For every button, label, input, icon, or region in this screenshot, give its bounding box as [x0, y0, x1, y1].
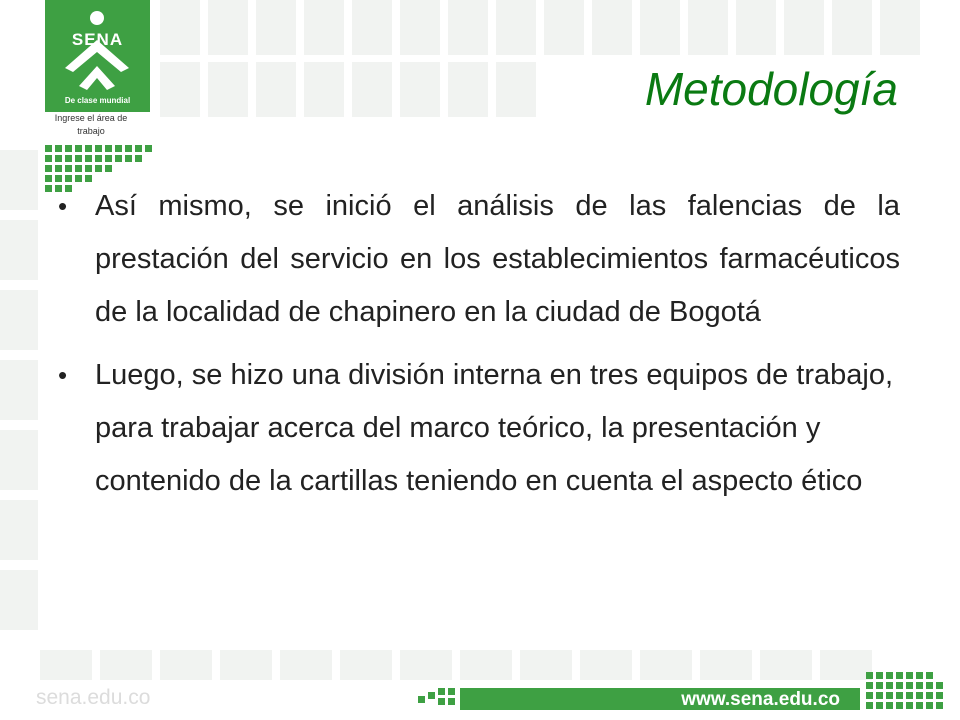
logo-name: SENA [71, 30, 124, 49]
slide-title: Metodología [644, 63, 898, 115]
logo-tagline: De clase mundial [64, 96, 131, 105]
footer-url-watermark: sena.edu.co [36, 686, 151, 709]
bullet-list [58, 180, 900, 508]
area-caption: Ingrese el área de trabajo [54, 113, 128, 136]
bullet-item [58, 180, 900, 339]
pixel-pattern-footer-right [866, 672, 946, 712]
bullet-icon: • [58, 360, 68, 390]
bullet-text: Así mismo, se inició el análisis de las falencias de la prestación del servicio en los establecimientos farmacéuticos de la localidad de chapinero en la ciudad de Bogotá [95, 190, 900, 328]
bullet-item [58, 349, 900, 508]
pixel-pattern-footer-left [418, 688, 458, 710]
sena-logo [45, 0, 150, 112]
footer-url[interactable]: www.sena.edu.co [681, 689, 840, 710]
bullet-text: Luego, se hizo una división interna en tres equipos de trabajo, para trabajar acerca del marco teórico, la presentación y contenido de la cartillas teniendo en cuenta el aspecto ético [95, 359, 894, 497]
bullet-icon: • [58, 191, 68, 221]
